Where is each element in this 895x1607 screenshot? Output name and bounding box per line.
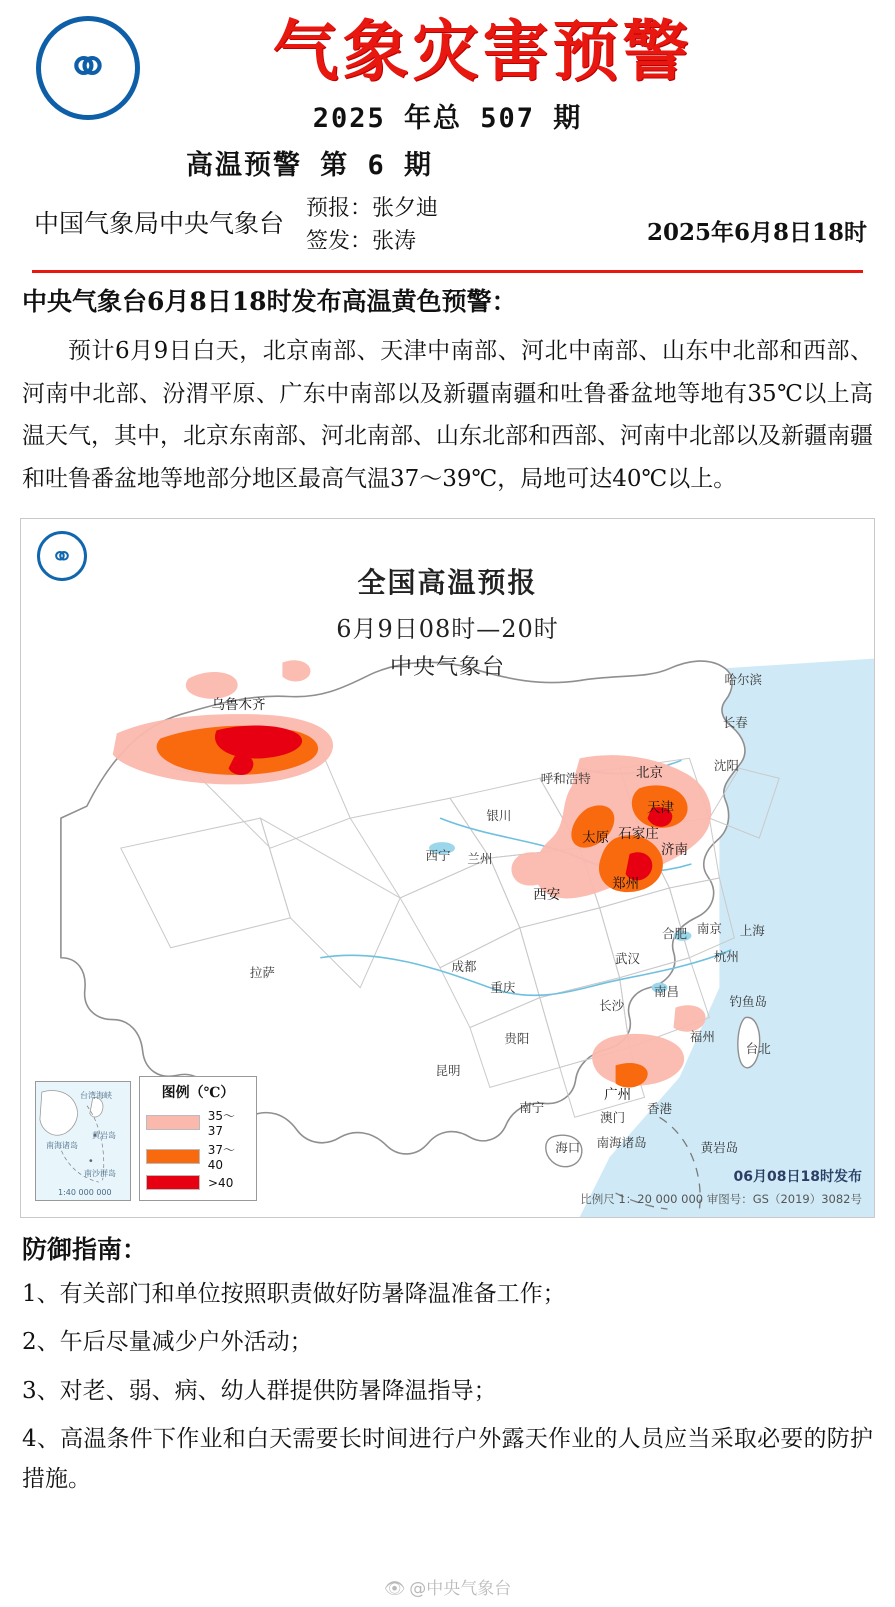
city-label: 重庆 <box>490 979 516 995</box>
weibo-eye-icon: 👁 <box>383 1579 406 1599</box>
city-label: 昆明 <box>435 1062 461 1078</box>
city-label: 石家庄 <box>618 826 659 843</box>
city-label: 天津 <box>647 800 674 817</box>
city-label: 黄岩岛 <box>700 1140 739 1156</box>
city-label: 乌鲁木齐 <box>211 696 266 713</box>
guide-item-4: 4、高温条件下作业和白天需要长时间进行户外露天作业的人员应当采取必要的防护措施。 <box>22 1425 873 1493</box>
city-label: 南京 <box>696 921 722 937</box>
legend-label: >40 <box>208 1175 234 1190</box>
defense-guide-section <box>0 1218 895 1499</box>
city-label: 长春 <box>722 714 748 730</box>
legend-swatch <box>146 1149 200 1164</box>
issue-number: 2025 年总 507 期 <box>312 102 583 134</box>
map-issue-time: 06月08日18时发布 <box>733 1169 862 1186</box>
signer-label: 签发： <box>306 228 373 254</box>
south-china-sea-inset <box>35 1081 131 1201</box>
inset-label-3: 南沙群岛 <box>84 1169 116 1179</box>
map-scale-and-approval: 比例尺 1：20 000 000 审图号：GS（2019）3082号 <box>580 1192 862 1207</box>
guide-item-2: 2、午后尽量减少户外活动； <box>22 1329 313 1356</box>
city-label: 沈阳 <box>713 758 739 774</box>
city-label: 拉萨 <box>249 964 275 980</box>
city-label: 呼和浩特 <box>540 771 591 787</box>
guide-item-3: 3、对老、弱、病、幼人群提供防暑降温指导； <box>22 1377 497 1404</box>
inset-label-2: 黄岩岛 <box>92 1131 116 1141</box>
city-label: 成都 <box>451 958 477 974</box>
legend-item <box>146 1141 250 1172</box>
issuing-organization: 中国气象局中央气象台 <box>34 208 285 238</box>
city-label: 南昌 <box>653 983 679 999</box>
city-label: 合肥 <box>661 926 687 941</box>
legend-label: 37～40 <box>207 1143 235 1173</box>
map-subtitle: 6月9日08时—20时 <box>336 615 559 644</box>
forecaster-label: 预报： <box>306 195 373 221</box>
page-title: 气象灾害预警 <box>272 12 693 90</box>
guide-title: 防御指南： <box>22 1235 148 1265</box>
legend-item <box>146 1175 250 1190</box>
warning-paragraph: 预计6月9日白天，北京南部、天津中南部、河北中南部、山东中北部和西部、河南中北部、汾渭平原、广东中南部以及新疆南疆和吐鲁番盆地等地有35℃以上高温天气，其中，北京东南部、河北南部、山东北部和西部、河南中北部以及新疆南疆和吐鲁番盆地等地部分地区最高气温37～39℃，局地可达40℃以上。 <box>22 338 873 492</box>
city-label: 台北 <box>745 1040 771 1056</box>
city-label: 杭州 <box>713 948 739 964</box>
watermark <box>0 1574 895 1599</box>
map-title-block <box>21 561 874 681</box>
forecast-map <box>20 518 875 1218</box>
legend-label: 35～37 <box>207 1109 235 1139</box>
city-label: 钓鱼岛 <box>729 993 768 1009</box>
city-label: 银川 <box>486 808 512 824</box>
forecaster-line <box>306 192 438 225</box>
cma-swirl-logo-icon: ⚭ <box>36 16 140 120</box>
map-footer <box>580 1166 862 1207</box>
legend-item <box>146 1107 250 1138</box>
city-label: 哈尔滨 <box>724 671 763 687</box>
city-label: 澳门 <box>600 1110 626 1126</box>
cma-logo <box>36 16 146 116</box>
map-issuer: 中央气象台 <box>389 655 505 681</box>
city-label: 广州 <box>604 1086 632 1103</box>
city-label: 西宁 <box>425 848 451 864</box>
city-label: 贵阳 <box>504 1030 530 1046</box>
warning-lead: 中央气象台6月8日18时发布高温黄色预警： <box>22 287 517 316</box>
city-label: 长沙 <box>599 997 625 1013</box>
map-legend <box>139 1076 257 1201</box>
city-label: 郑州 <box>612 876 640 893</box>
legend-swatch <box>146 1175 200 1190</box>
city-label: 海口 <box>555 1140 581 1156</box>
inset-label-1: 南海诸岛 <box>46 1141 78 1151</box>
signer-name: 张涛 <box>372 228 417 254</box>
city-label: 西安 <box>533 887 561 904</box>
map-title: 全国高温预报 <box>357 566 538 600</box>
watermark-text: @中央气象台 <box>409 1579 512 1599</box>
city-label: 南海诸岛 <box>596 1135 647 1151</box>
staff-block <box>306 192 438 258</box>
forecaster-name: 张夕迪 <box>372 195 439 221</box>
guide-item-1: 1、有关部门和单位按照职责做好防暑降温准备工作； <box>22 1281 566 1308</box>
legend-swatch <box>146 1115 200 1130</box>
legend-title: 图例（℃） <box>161 1085 235 1102</box>
inset-scale-label: 1:40 000 000 <box>58 1188 112 1198</box>
signer-line <box>306 225 438 258</box>
city-label: 武汉 <box>615 950 641 966</box>
inset-label-0: 台湾海峡 <box>80 1091 112 1101</box>
city-label: 北京 <box>636 765 664 782</box>
warning-number: 高温预警 第 6 期 <box>186 149 434 181</box>
city-label: 福州 <box>689 1028 715 1044</box>
city-label: 兰州 <box>467 851 493 867</box>
city-label: 香港 <box>646 1100 673 1116</box>
document-header <box>0 0 895 268</box>
city-label: 上海 <box>739 923 765 938</box>
header-divider <box>32 270 863 273</box>
city-label: 太原 <box>582 830 610 847</box>
city-label: 南宁 <box>519 1099 545 1115</box>
issue-datetime: 2025年6月8日18时 <box>646 218 867 246</box>
cma-swirl-logo-icon: ⚭ <box>37 531 87 581</box>
city-label: 济南 <box>660 842 688 859</box>
body-section <box>0 268 895 500</box>
legend-rows <box>146 1107 250 1190</box>
header-meta-row <box>18 192 877 258</box>
